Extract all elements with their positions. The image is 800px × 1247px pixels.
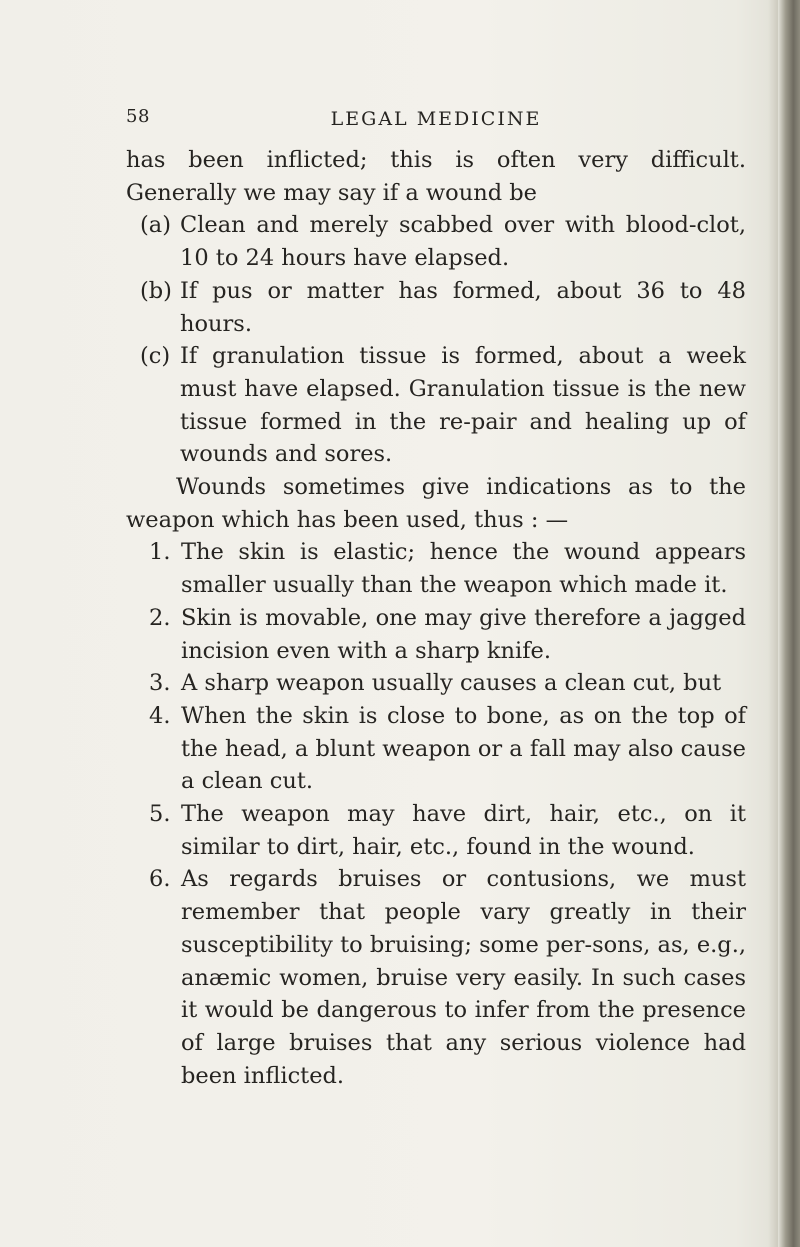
- item-text: If pus or matter has formed, about 36 to 48 hours.: [180, 277, 746, 337]
- item-label: 6.: [149, 866, 171, 893]
- page-header: [126, 106, 746, 134]
- item-label: (a): [140, 212, 171, 239]
- item-text: A sharp weapon usually causes a clean cut, but: [181, 670, 722, 697]
- item-label: 3.: [149, 670, 171, 697]
- book-spine: [778, 0, 800, 1247]
- item-text: When the skin is close to bone, as on the top of the head, a blunt weapon or a fall may also cause a clean cut.: [181, 702, 746, 795]
- list-item: [126, 209, 746, 274]
- list-item: [126, 340, 746, 471]
- item-text: The weapon may have dirt, hair, etc., on it similar to dirt, hair, etc., found in the wound.: [181, 801, 746, 860]
- item-label: 1.: [149, 539, 171, 566]
- list-item: [126, 863, 746, 1092]
- item-text: Clean and merely scabbed over with blood-clot, 10 to 24 hours have elapsed.: [180, 212, 746, 272]
- item-label: (c): [140, 343, 171, 370]
- running-head: LEGAL MEDICINE: [330, 108, 542, 130]
- item-label: 4.: [149, 702, 171, 729]
- page-number: 58: [126, 106, 150, 127]
- weapon-paragraph: Wounds sometimes give indications as to the weapon which has been used, thus : —: [126, 474, 746, 533]
- list-item: [126, 536, 746, 601]
- item-text: Skin is movable, one may give therefore a jagged incision even with a sharp knife.: [181, 604, 746, 664]
- item-text: If granulation tissue is formed, about a week must have elapsed. Granulation tissue is the new tissue formed in the re-pair and healing up of wounds and sores.: [180, 343, 746, 468]
- page-body: [126, 144, 746, 1092]
- item-label: 5.: [149, 801, 171, 828]
- page-gutter-shadow: [768, 0, 778, 1247]
- item-label: (b): [140, 277, 172, 304]
- item-text: As regards bruises or contusions, we must remember that people vary greatly in their susceptibility to bruising; some per-sons, as, e.g., anæmic women, bruise very easily. In such cases it would be dangerous to infer from the presence of large bruises that any serious violence had been inflicted.: [181, 866, 746, 1089]
- list-item: [126, 275, 746, 340]
- list-item: [126, 700, 746, 798]
- list-item: [126, 667, 746, 700]
- item-text: The skin is elastic; hence the wound appears smaller usually than the weapon which made it.: [181, 539, 746, 599]
- list-item: [126, 798, 746, 863]
- intro-paragraph: has been inflicted; this is often very difficult. Generally we may say if a wound be: [126, 147, 746, 206]
- list-item: [126, 602, 746, 667]
- item-label: 2.: [149, 604, 171, 631]
